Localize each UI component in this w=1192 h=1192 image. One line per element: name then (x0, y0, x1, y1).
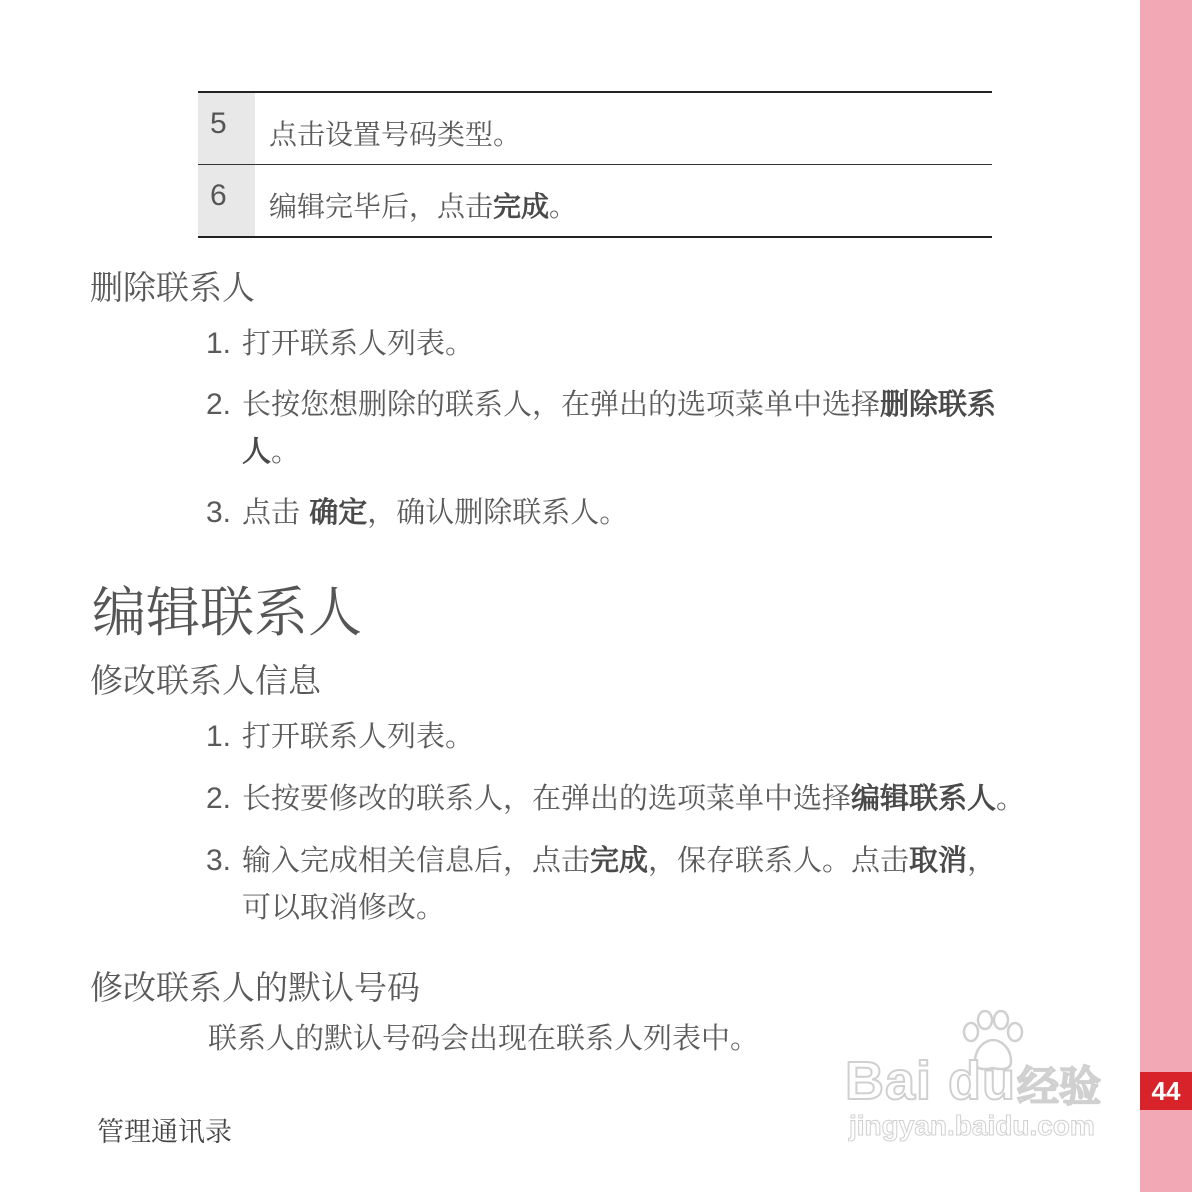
step-text: 编辑完毕后，点击完成。 (269, 190, 578, 223)
section-heading-delete: 删除联系人 (90, 268, 255, 307)
side-color-band (1140, 0, 1192, 1192)
watermark-brand: Bai du (845, 1051, 1017, 1111)
list-item: 2. 长按要修改的联系人，在弹出的选项菜单中选择编辑联系人。 (206, 781, 1026, 815)
footer-section-name: 管理通讯录 (97, 1117, 232, 1148)
section-heading-modify-info: 修改联系人信息 (90, 661, 321, 700)
baidu-watermark (845, 1010, 1125, 1150)
table-row (198, 93, 992, 164)
watermark-url: jingyan.baidu.com (849, 1110, 1095, 1141)
bold-term: 完成 (493, 190, 550, 223)
table-row (198, 164, 992, 236)
step-number: 6 (198, 165, 255, 236)
step-number: 5 (198, 93, 255, 164)
list-item: 2. 长按您想删除的联系人，在弹出的选项菜单中选择删除联系 人。 (206, 387, 997, 468)
section-heading-default-number: 修改联系人的默认号码 (90, 968, 420, 1007)
list-item: 1. 打开联系人列表。 (206, 326, 475, 360)
paragraph: 联系人的默认号码会出现在联系人列表中。 (208, 1021, 760, 1055)
page-number: 44 (1140, 1072, 1192, 1110)
list-item: 3. 输入完成相关信息后，点击完成，保存联系人。点击取消， 可以取消修改。 (206, 843, 997, 924)
watermark-brand-cn: 经验 (1017, 1062, 1102, 1111)
steps-table (198, 91, 992, 238)
chapter-title: 编辑联系人 (92, 581, 362, 644)
list-item: 3. 点击 确定，确认删除联系人。 (206, 495, 629, 529)
step-text: 点击设置号码类型。 (269, 118, 522, 151)
list-item: 1. 打开联系人列表。 (206, 719, 475, 753)
